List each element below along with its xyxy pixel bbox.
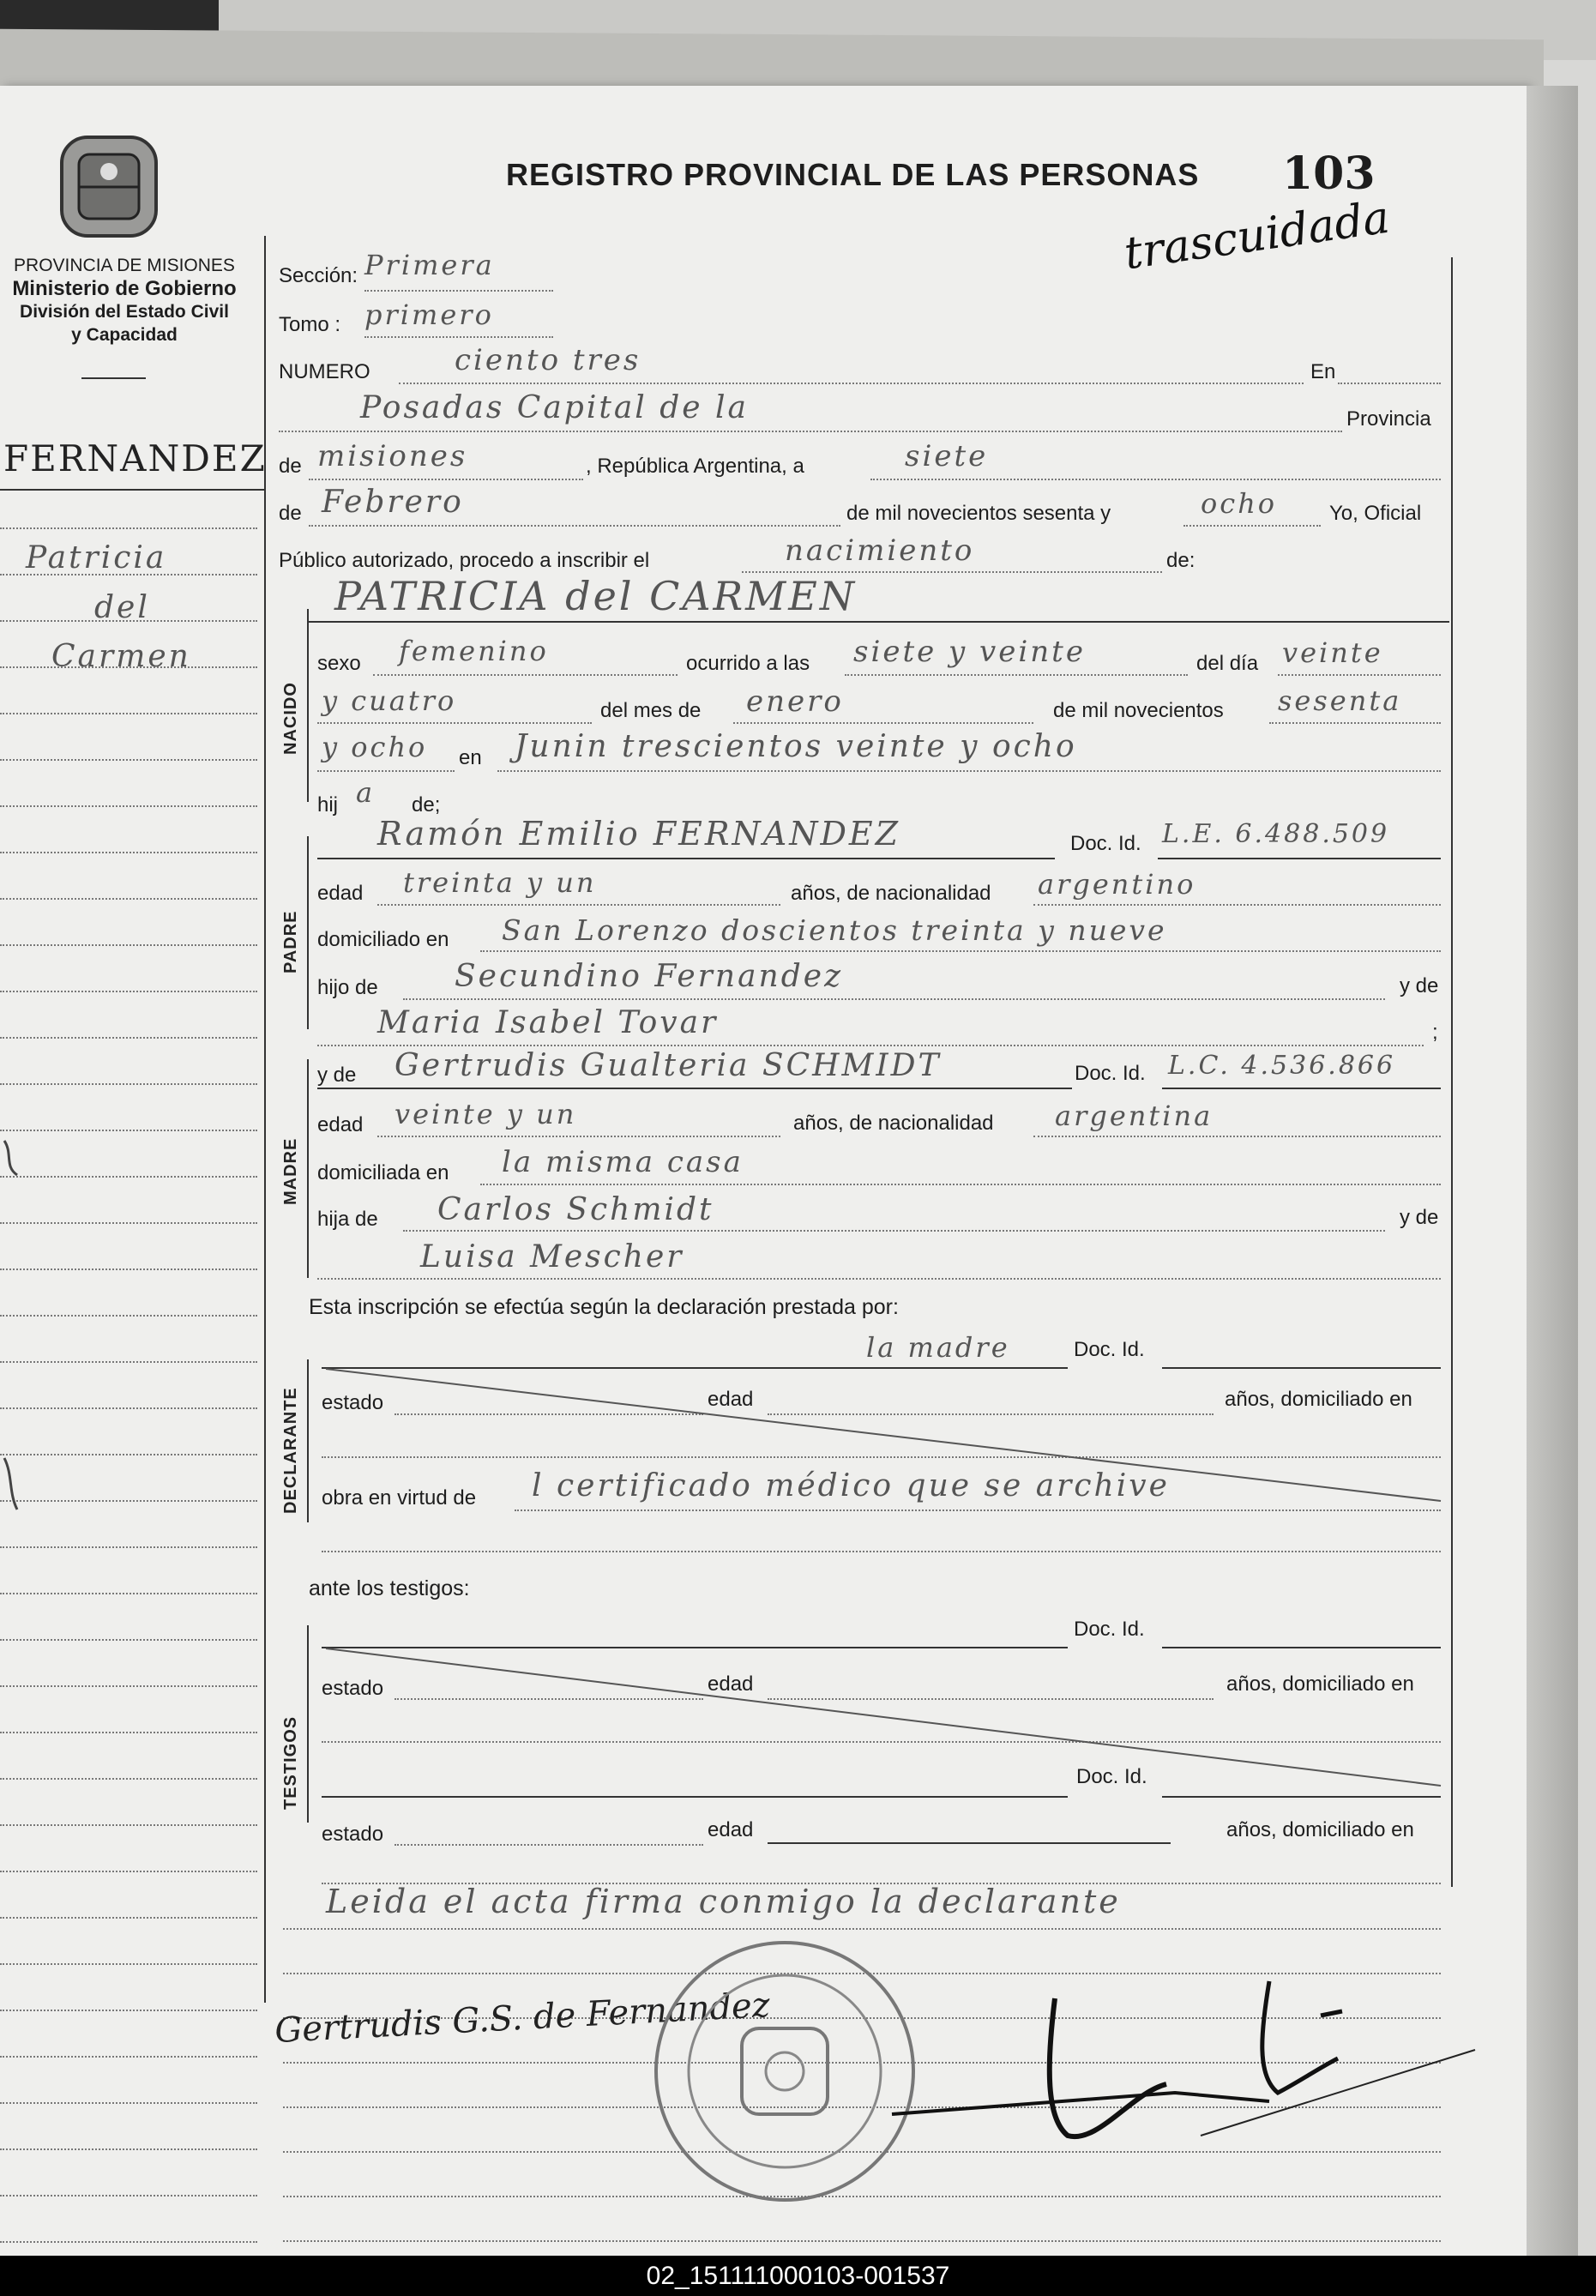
- testigo1-edad-label: edad: [708, 1672, 754, 1696]
- declarante-intro: Esta inscripción se efectúa según la declaración prestada por:: [309, 1295, 899, 1319]
- testigo1-estado-label: estado: [322, 1677, 384, 1700]
- mes-label: del mes de: [600, 699, 702, 722]
- testigo1-anos-label: años, domiciliado en: [1226, 1672, 1414, 1696]
- tomo-value: primero: [364, 298, 494, 331]
- person-name: PATRICIA del CARMEN: [334, 573, 858, 619]
- madre-dom-label: domiciliada en: [317, 1161, 449, 1184]
- image-caption: 02_151111000103-001537: [0, 2256, 1596, 2296]
- madre-edad-value: veinte y un: [394, 1098, 577, 1130]
- institution-division: División del Estado Civil: [20, 302, 229, 322]
- tomo-label: Tomo :: [279, 313, 341, 336]
- act-number: 103: [1282, 148, 1376, 200]
- sexo-label: sexo: [317, 652, 361, 675]
- institution-ministry: Ministerio de Gobierno: [12, 277, 237, 300]
- madre-dom-value: la misma casa: [502, 1145, 744, 1179]
- padre-semicolon: ;: [1432, 1021, 1438, 1044]
- oficial-label: Yo, Oficial: [1329, 502, 1422, 525]
- declarante-doc-label: Doc. Id.: [1074, 1338, 1145, 1361]
- de3-label: de:: [1166, 549, 1195, 572]
- testigo2-anos-label: años, domiciliado en: [1226, 1818, 1414, 1841]
- hij-de-label: de;: [412, 793, 441, 817]
- padre-edad-value: treinta y un: [403, 866, 597, 899]
- madre-yde-label: y de: [317, 1064, 357, 1087]
- madre-hija-label: hija de: [317, 1208, 378, 1231]
- dia-label: del día: [1196, 652, 1259, 675]
- declarante-anos-label: años, domiciliado en: [1225, 1388, 1412, 1411]
- obra-label: obra en virtud de: [322, 1486, 477, 1510]
- padre-dom-value: San Lorenzo doscientos treinta y nueve: [502, 913, 1167, 947]
- lugar-value: Junin trescientos veinte y ocho: [515, 729, 1077, 764]
- dia-value: veinte: [1282, 636, 1383, 669]
- testigo2-edad-label: edad: [708, 1818, 754, 1841]
- declarante-name: la madre: [866, 1331, 1010, 1364]
- seccion-value: Primera: [364, 249, 495, 281]
- declarante-edad-label: edad: [708, 1388, 754, 1411]
- nacido-year-value2: y ocho: [322, 731, 428, 763]
- padre-hijo-label: hijo de: [317, 976, 378, 999]
- closing-ruled-line: [283, 2240, 1441, 2242]
- en-label: En: [1310, 360, 1336, 383]
- madre-label: MADRE: [281, 1137, 300, 1205]
- en-nacido-label: en: [459, 746, 482, 769]
- madre-hija-value: Carlos Schmidt: [437, 1192, 714, 1227]
- institution-province: PROVINCIA DE MISIONES: [14, 256, 235, 275]
- margin-surname: FERNANDEZ: [3, 437, 267, 479]
- mes-value: enero: [746, 684, 844, 719]
- hora-value: siete y veinte: [853, 635, 1086, 669]
- nacido-year-value: sesenta: [1278, 684, 1402, 717]
- testigos-intro: ante los testigos:: [309, 1576, 470, 1600]
- mil-nacido-label: de mil novecientos: [1053, 699, 1224, 722]
- mil-label: de mil novecientos sesenta y: [846, 502, 1111, 525]
- padre-doc-label: Doc. Id.: [1070, 832, 1141, 855]
- margin-pencil-marks: [0, 1115, 34, 1561]
- de2-label: de: [279, 502, 302, 525]
- padre-nac-value: argentino: [1038, 868, 1196, 901]
- declarante-label: DECLARANTE: [281, 1387, 300, 1514]
- institution-capacity: y Capacidad: [71, 325, 178, 345]
- padre-dom-label: domiciliado en: [317, 928, 449, 951]
- margin-name1: Patricia: [26, 540, 167, 576]
- numero-value: ciento tres: [455, 343, 641, 377]
- madre-edad-label: edad: [317, 1113, 364, 1136]
- padre-anos-label: años, de nacionalidad: [791, 882, 991, 905]
- padre-name: Ramón Emilio FERNANDEZ: [377, 815, 901, 853]
- provincia-label: Provincia: [1346, 407, 1431, 431]
- month-value: Febrero: [322, 485, 464, 520]
- madre-yde2-label: y de: [1400, 1206, 1439, 1229]
- madre-nac-value: argentina: [1055, 1100, 1214, 1132]
- testigo1-doc-label: Doc. Id.: [1074, 1618, 1145, 1641]
- madre-madre-value: Luisa Mescher: [420, 1239, 684, 1275]
- numero-label: NUMERO: [279, 360, 370, 383]
- padre-doc-value: L.E. 6.488.509: [1162, 819, 1390, 849]
- dia-value2: y cuatro: [322, 684, 457, 717]
- declarant-signature: Gertrudis G.S. de Fernandez: [274, 1985, 771, 2052]
- nacido-label: NACIDO: [281, 682, 300, 755]
- de-label: de: [279, 455, 302, 478]
- province-value: misiones: [317, 439, 468, 473]
- seccion-label: Sección:: [279, 264, 358, 287]
- sexo-value: femenino: [399, 635, 549, 667]
- hij-label: hij: [317, 793, 339, 817]
- padre-edad-label: edad: [317, 882, 364, 905]
- year-value: ocho: [1201, 487, 1278, 520]
- margin-name2: del: [94, 590, 150, 625]
- madre-name: Gertrudis Gualteria SCHMIDT: [394, 1048, 942, 1083]
- hij-value: a: [356, 776, 376, 809]
- officer-signature: [875, 1964, 1492, 2170]
- padre-madre-value: Maria Isabel Tovar: [377, 1005, 719, 1040]
- madre-doc-label: Doc. Id.: [1075, 1062, 1146, 1085]
- padre-hijo-value: Secundino Fernandez: [455, 959, 844, 994]
- page-title: REGISTRO PROVINCIAL DE LAS PERSONAS: [506, 157, 1200, 192]
- place-value: Posadas Capital de la: [360, 390, 750, 425]
- testigo2-estado-label: estado: [322, 1823, 384, 1846]
- marginal-annotation: trascuidada: [1121, 191, 1393, 280]
- madre-anos-label: años, de nacionalidad: [793, 1112, 994, 1135]
- declarante-estado-label: estado: [322, 1391, 384, 1414]
- margin-name3: Carmen: [51, 639, 191, 674]
- padre-yde-label: y de: [1400, 974, 1439, 997]
- republica-label: , República Argentina, a: [586, 455, 804, 478]
- madre-doc-value: L.C. 4.536.866: [1168, 1051, 1396, 1081]
- closing-text: Leida el acta firma conmigo la declarante: [326, 1883, 1121, 1920]
- obra-value: l certificado médico que se archive: [532, 1468, 1170, 1504]
- act-type-value: nacimiento: [785, 533, 975, 568]
- padre-label: PADRE: [281, 910, 300, 973]
- publico-label: Público autorizado, procedo a inscribir el: [279, 549, 650, 572]
- ocurrido-label: ocurrido a las: [686, 652, 810, 675]
- testigos-label: TESTIGOS: [281, 1715, 300, 1810]
- day-value: siete: [905, 439, 989, 473]
- testigo2-doc-label: Doc. Id.: [1076, 1765, 1147, 1788]
